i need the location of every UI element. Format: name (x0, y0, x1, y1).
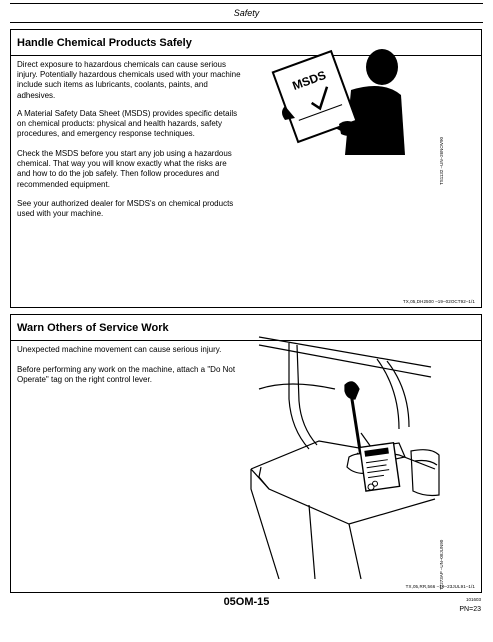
figure-reference: T7273AP –UN–08JUN90 (439, 539, 444, 590)
header-bottom-rule (10, 22, 483, 23)
section-title: Handle Chemical Products Safely (17, 37, 192, 49)
paragraph: A Material Safety Data Sheet (MSDS) provides specific details on chemical products: physical and health hazards, safety procedures, and emergency response techniques. (17, 109, 238, 139)
page-number: PN=23 (459, 606, 481, 613)
control-lever-tag-illustration (249, 329, 439, 579)
header-top-rule (10, 3, 483, 4)
section-warn-others (10, 314, 482, 593)
paragraph: See your authorized dealer for MSDS's on chemical products used with your machine. (17, 199, 234, 219)
msds-reader-illustration (273, 40, 423, 155)
figure-reference: TS1132 –UN–26NOV90 (439, 137, 444, 185)
document-reference: TX,05,DH2500 –19–02OCT92–1/1 (402, 299, 475, 304)
section-handle-chemicals (10, 29, 482, 308)
paragraph: Before performing any work on the machine, attach a "Do Not Operate" tag on the right control lever. (17, 365, 236, 385)
document-reference: TX,05,RR,566 –19–23JUL91–1/1 (405, 584, 475, 589)
page-code: 05OM-15 (223, 596, 270, 608)
running-head: Safety (233, 8, 260, 18)
paragraph: Direct exposure to hazardous chemicals can cause serious injury. Potentially hazardous chemicals used with your machine include such items as lubricants, coolants, paints, and adhesives. (17, 60, 241, 100)
msds-sheet-text: MSDS (290, 67, 328, 93)
paragraph: Check the MSDS before you start any job using a hazardous chemical. That way you will know exactly what the risks are and how to do the job safely. Then follow procedures and recommended equipment. (17, 149, 232, 189)
footer-small-code: 101603 (465, 597, 481, 602)
paragraph: Unexpected machine movement can cause serious injury. (17, 345, 222, 354)
section-title: Warn Others of Service Work (17, 322, 169, 334)
